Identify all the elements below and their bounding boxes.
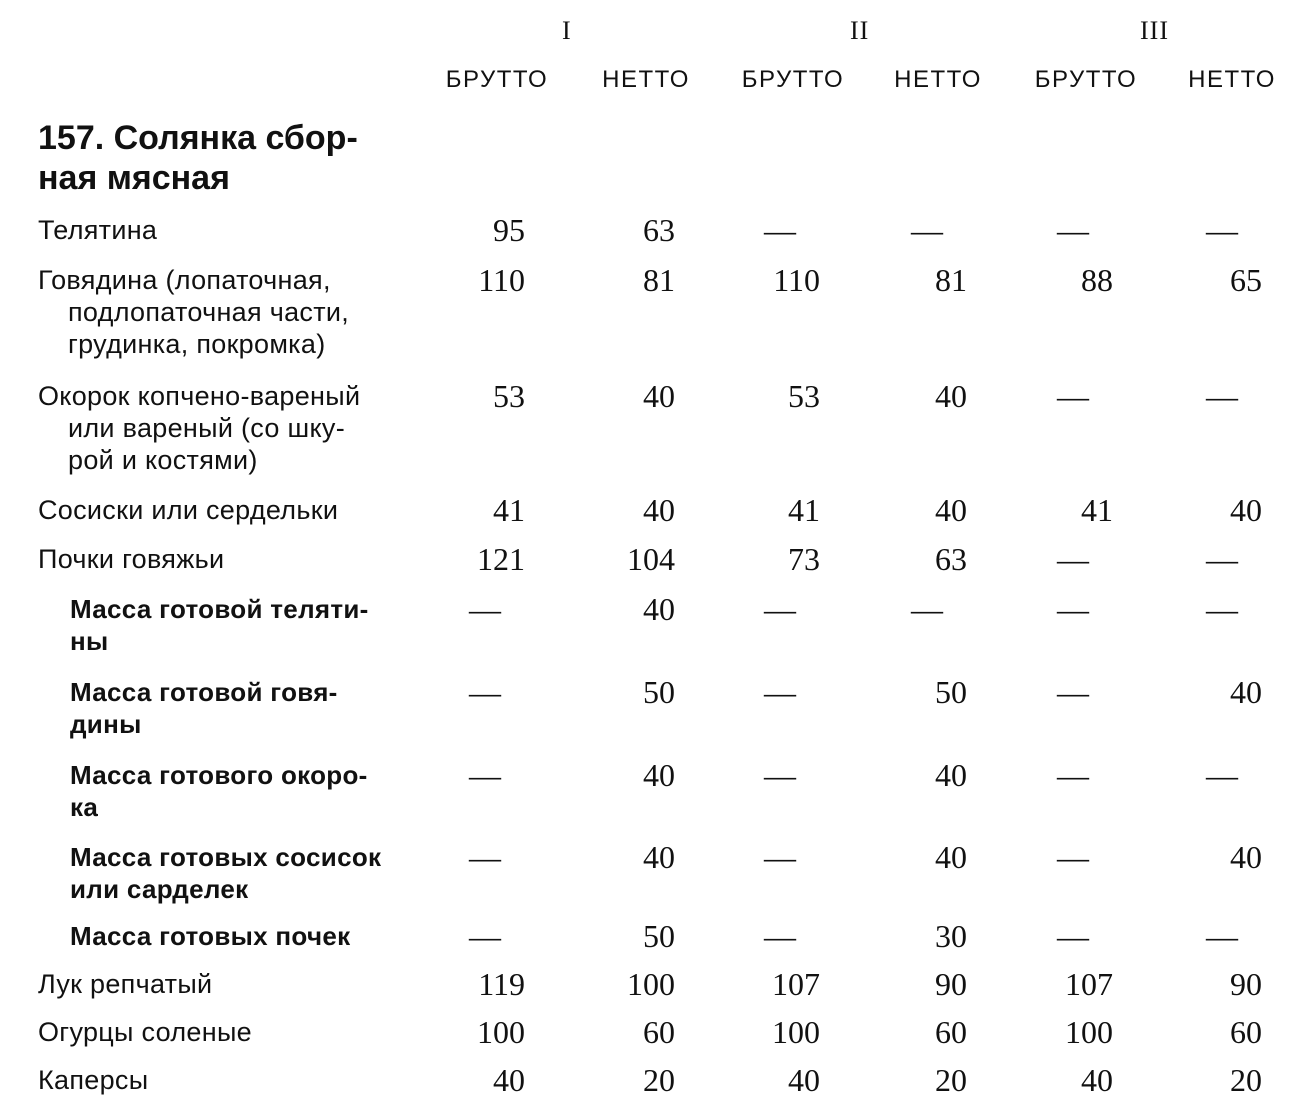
netto-value: 100 bbox=[627, 966, 675, 1002]
netto-value: 65 bbox=[1230, 262, 1262, 298]
ingredient-name-line: Говядина (лопаточная, bbox=[38, 265, 331, 295]
netto-value: — bbox=[1206, 378, 1238, 414]
netto-value: — bbox=[1206, 541, 1238, 577]
netto-value: 40 bbox=[935, 839, 967, 875]
ingredient-name-line: Огурцы соленые bbox=[38, 1017, 252, 1047]
column-header-brutto-1: БРУТТО bbox=[445, 66, 549, 93]
brutto-value: 121 bbox=[477, 541, 525, 577]
netto-value: 60 bbox=[1230, 1014, 1262, 1050]
ingredient-name-line: Масса готовых почек bbox=[70, 921, 351, 951]
ingredient-name bbox=[70, 841, 428, 905]
brutto-value: 107 bbox=[1065, 966, 1113, 1002]
column-header-brutto-3: БРУТТО bbox=[1034, 66, 1138, 93]
brutto-value: — bbox=[1057, 757, 1089, 793]
brutto-value: 53 bbox=[493, 378, 525, 414]
netto-value: 104 bbox=[627, 541, 675, 577]
brutto-value: — bbox=[469, 839, 501, 875]
ingredient-name-line: Почки говяжьи bbox=[38, 544, 225, 574]
netto-value: 20 bbox=[935, 1062, 967, 1098]
netto-value: 90 bbox=[1230, 966, 1262, 1002]
ingredient-name bbox=[38, 264, 426, 360]
brutto-value: — bbox=[469, 591, 501, 627]
brutto-value: — bbox=[1057, 918, 1089, 954]
ingredient-name bbox=[70, 920, 428, 952]
brutto-value: 41 bbox=[1081, 492, 1113, 528]
netto-value: 63 bbox=[643, 212, 675, 248]
ingredient-name-line: или сарделек bbox=[70, 874, 249, 904]
brutto-value: 88 bbox=[1081, 262, 1113, 298]
ingredient-name-line: ны bbox=[70, 626, 109, 656]
brutto-value: — bbox=[1057, 541, 1089, 577]
column-header-netto-3: НЕТТО bbox=[1188, 66, 1276, 93]
recipe-title-line-1: 157. Солянка сбор- bbox=[38, 119, 358, 157]
netto-value: 81 bbox=[935, 262, 967, 298]
brutto-value: 107 bbox=[772, 966, 820, 1002]
netto-value: 40 bbox=[643, 757, 675, 793]
ingredient-name bbox=[70, 676, 428, 740]
ingredient-name bbox=[70, 593, 428, 657]
brutto-value: — bbox=[764, 674, 796, 710]
netto-value: 50 bbox=[643, 674, 675, 710]
ingredient-name-line: подлопаточная части, bbox=[68, 297, 350, 327]
netto-value: 60 bbox=[643, 1014, 675, 1050]
netto-value: 50 bbox=[935, 674, 967, 710]
netto-value: 40 bbox=[643, 378, 675, 414]
brutto-value: — bbox=[1057, 212, 1089, 248]
group-header-1: I bbox=[562, 16, 572, 45]
ingredient-name-line: Масса готового окоро- bbox=[70, 760, 368, 790]
netto-value: 40 bbox=[1230, 492, 1262, 528]
brutto-value: — bbox=[764, 212, 796, 248]
ingredient-name-line: Масса готовой говя- bbox=[70, 677, 338, 707]
ingredient-name-line: рой и костями) bbox=[68, 445, 258, 475]
ingredient-name-line: Сосиски или сердельки bbox=[38, 495, 339, 525]
ingredient-name-line: Масса готовых сосисок bbox=[70, 842, 382, 872]
recipe-title bbox=[38, 118, 430, 198]
ingredient-name-line: ка bbox=[70, 792, 99, 822]
brutto-value: 100 bbox=[772, 1014, 820, 1050]
ingredient-name-line: Масса готовой теляти- bbox=[70, 594, 369, 624]
brutto-value: 40 bbox=[1081, 1062, 1113, 1098]
netto-value: — bbox=[1206, 591, 1238, 627]
netto-value: 40 bbox=[935, 492, 967, 528]
brutto-value: 110 bbox=[773, 262, 820, 298]
brutto-value: — bbox=[764, 839, 796, 875]
brutto-value: 41 bbox=[493, 492, 525, 528]
netto-value: 40 bbox=[935, 378, 967, 414]
brutto-value: — bbox=[469, 674, 501, 710]
ingredient-name-line: грудинка, покромка) bbox=[68, 329, 326, 359]
ingredient-name bbox=[38, 380, 426, 476]
brutto-value: 100 bbox=[477, 1014, 525, 1050]
ingredient-name bbox=[38, 1016, 426, 1048]
ingredient-name-line: Лук репчатый bbox=[38, 969, 213, 999]
group-header-2: II bbox=[850, 16, 870, 45]
ingredient-name-line: Телятина bbox=[38, 215, 158, 245]
netto-value: 63 bbox=[935, 541, 967, 577]
brutto-value: — bbox=[469, 918, 501, 954]
netto-value: — bbox=[1206, 757, 1238, 793]
brutto-value: — bbox=[764, 757, 796, 793]
brutto-value: — bbox=[469, 757, 501, 793]
brutto-value: — bbox=[1057, 591, 1089, 627]
group-header-3: III bbox=[1140, 16, 1169, 45]
netto-value: 20 bbox=[1230, 1062, 1262, 1098]
ingredient-name bbox=[38, 1064, 426, 1096]
netto-value: 50 bbox=[643, 918, 675, 954]
brutto-value: 73 bbox=[788, 541, 820, 577]
netto-value: 30 bbox=[935, 918, 967, 954]
brutto-value: — bbox=[764, 918, 796, 954]
netto-value: — bbox=[911, 212, 943, 248]
netto-value: 40 bbox=[643, 839, 675, 875]
netto-value: 20 bbox=[643, 1062, 675, 1098]
netto-value: 40 bbox=[1230, 674, 1262, 710]
netto-value: 40 bbox=[643, 492, 675, 528]
column-header-brutto-2: БРУТТО bbox=[741, 66, 845, 93]
netto-value: 40 bbox=[935, 757, 967, 793]
netto-value: — bbox=[1206, 212, 1238, 248]
ingredient-name bbox=[38, 543, 426, 575]
brutto-value: — bbox=[1057, 378, 1089, 414]
netto-value: — bbox=[911, 591, 943, 627]
ingredient-name bbox=[38, 214, 426, 246]
ingredient-name-line: Окорок копчено-вареный bbox=[38, 381, 361, 411]
column-header-netto-1: НЕТТО bbox=[602, 66, 690, 93]
brutto-value: 53 bbox=[788, 378, 820, 414]
netto-value: 81 bbox=[643, 262, 675, 298]
brutto-value: 40 bbox=[493, 1062, 525, 1098]
brutto-value: 119 bbox=[478, 966, 525, 1002]
brutto-value: — bbox=[764, 591, 796, 627]
netto-value: — bbox=[1206, 918, 1238, 954]
netto-value: 40 bbox=[1230, 839, 1262, 875]
netto-value: 60 bbox=[935, 1014, 967, 1050]
ingredient-name-line: дины bbox=[70, 709, 142, 739]
ingredient-name-line: Каперсы bbox=[38, 1065, 149, 1095]
brutto-value: 95 bbox=[493, 212, 525, 248]
ingredient-name bbox=[38, 968, 426, 1000]
brutto-value: — bbox=[1057, 674, 1089, 710]
ingredient-name-line: или вареный (со шку- bbox=[68, 413, 345, 443]
brutto-value: — bbox=[1057, 839, 1089, 875]
brutto-value: 100 bbox=[1065, 1014, 1113, 1050]
netto-value: 40 bbox=[643, 591, 675, 627]
netto-value: 90 bbox=[935, 966, 967, 1002]
ingredient-name bbox=[70, 759, 428, 823]
brutto-value: 110 bbox=[478, 262, 525, 298]
brutto-value: 40 bbox=[788, 1062, 820, 1098]
column-header-netto-2: НЕТТО bbox=[894, 66, 982, 93]
ingredient-name bbox=[38, 494, 426, 526]
brutto-value: 41 bbox=[788, 492, 820, 528]
recipe-title-line-2: ная мясная bbox=[38, 159, 230, 197]
